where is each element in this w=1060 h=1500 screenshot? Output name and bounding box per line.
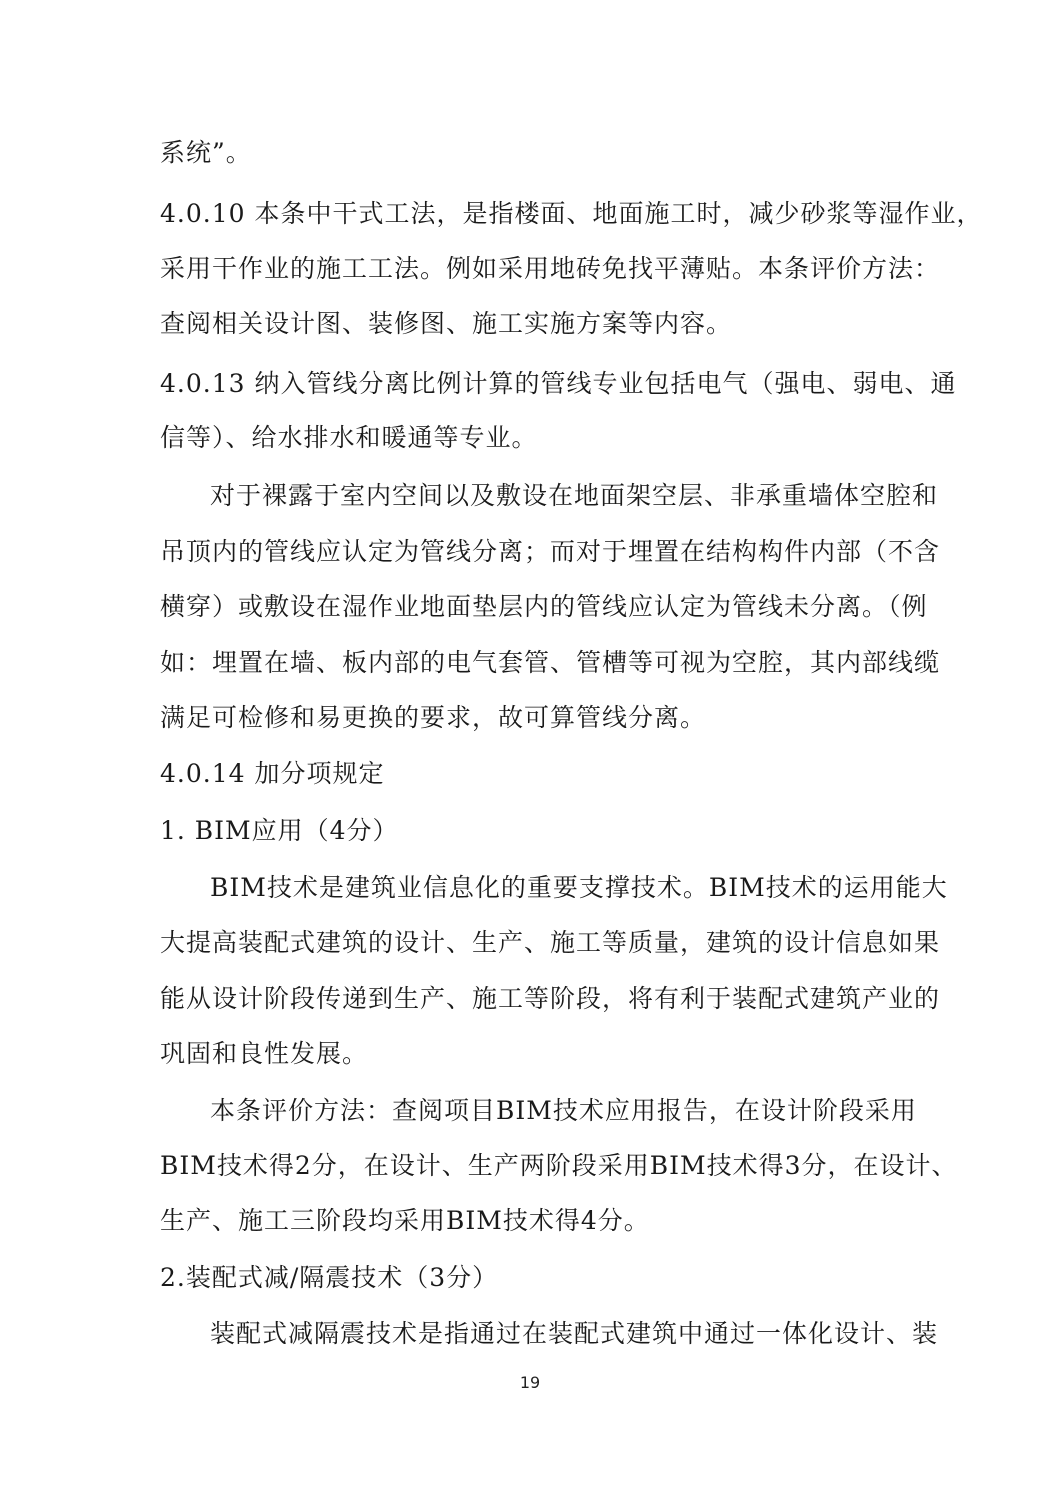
- text-line: 满足可检修和易更换的要求，故可算管线分离。: [160, 703, 707, 732]
- text-line: 吊顶内的管线应认定为管线分离；而对于埋置在结构构件内部（不含: [160, 537, 941, 566]
- text-line: 如：埋置在墙、板内部的电气套管、管槽等可视为空腔，其内部线缆: [160, 648, 941, 677]
- paragraph-start: 对于裸露于室内空间以及敷设在地面架空层、非承重墙体空腔和: [210, 481, 939, 510]
- clause-4-0-10: 4.0.10 本条中干式工法，是指楼面、地面施工时，减少砂浆等湿作业，: [160, 199, 983, 228]
- section-heading-bim: 1. BIM应用（4分）: [160, 816, 399, 845]
- text-line: BIM技术得2分，在设计、生产两阶段采用BIM技术得3分，在设计、: [160, 1151, 958, 1180]
- paragraph-start: 本条评价方法：查阅项目BIM技术应用报告，在设计阶段采用: [210, 1096, 917, 1125]
- clause-4-0-13: 4.0.13 纳入管线分离比例计算的管线专业包括电气（强电、弱电、通: [160, 369, 957, 398]
- text-line: 系统”。: [160, 138, 252, 167]
- text-line: 信等）、给水排水和暖通等专业。: [160, 423, 538, 452]
- section-heading-isolation: 2.装配式减/隔震技术（3分）: [160, 1263, 499, 1292]
- page-number: 19: [519, 1373, 541, 1392]
- paragraph-start: BIM技术是建筑业信息化的重要支撑技术。BIM技术的运用能大: [210, 873, 948, 902]
- text-line: 采用干作业的施工工法。例如采用地砖免找平薄贴。本条评价方法：: [160, 254, 941, 283]
- text-line: 能从设计阶段传递到生产、施工等阶段，将有利于装配式建筑产业的: [160, 984, 941, 1013]
- paragraph-start: 装配式减隔震技术是指通过在装配式建筑中通过一体化设计、装: [210, 1319, 939, 1348]
- text-line: 横穿）或敷设在湿作业地面垫层内的管线应认定为管线未分离。（例: [160, 592, 928, 621]
- text-line: 生产、施工三阶段均采用BIM技术得4分。: [160, 1206, 650, 1235]
- text-line: 查阅相关设计图、装修图、施工实施方案等内容。: [160, 309, 733, 338]
- text-line: 大提高装配式建筑的设计、生产、施工等质量，建筑的设计信息如果: [160, 928, 941, 957]
- clause-4-0-14: 4.0.14 加分项规定: [160, 759, 385, 788]
- text-line: 巩固和良性发展。: [160, 1039, 369, 1068]
